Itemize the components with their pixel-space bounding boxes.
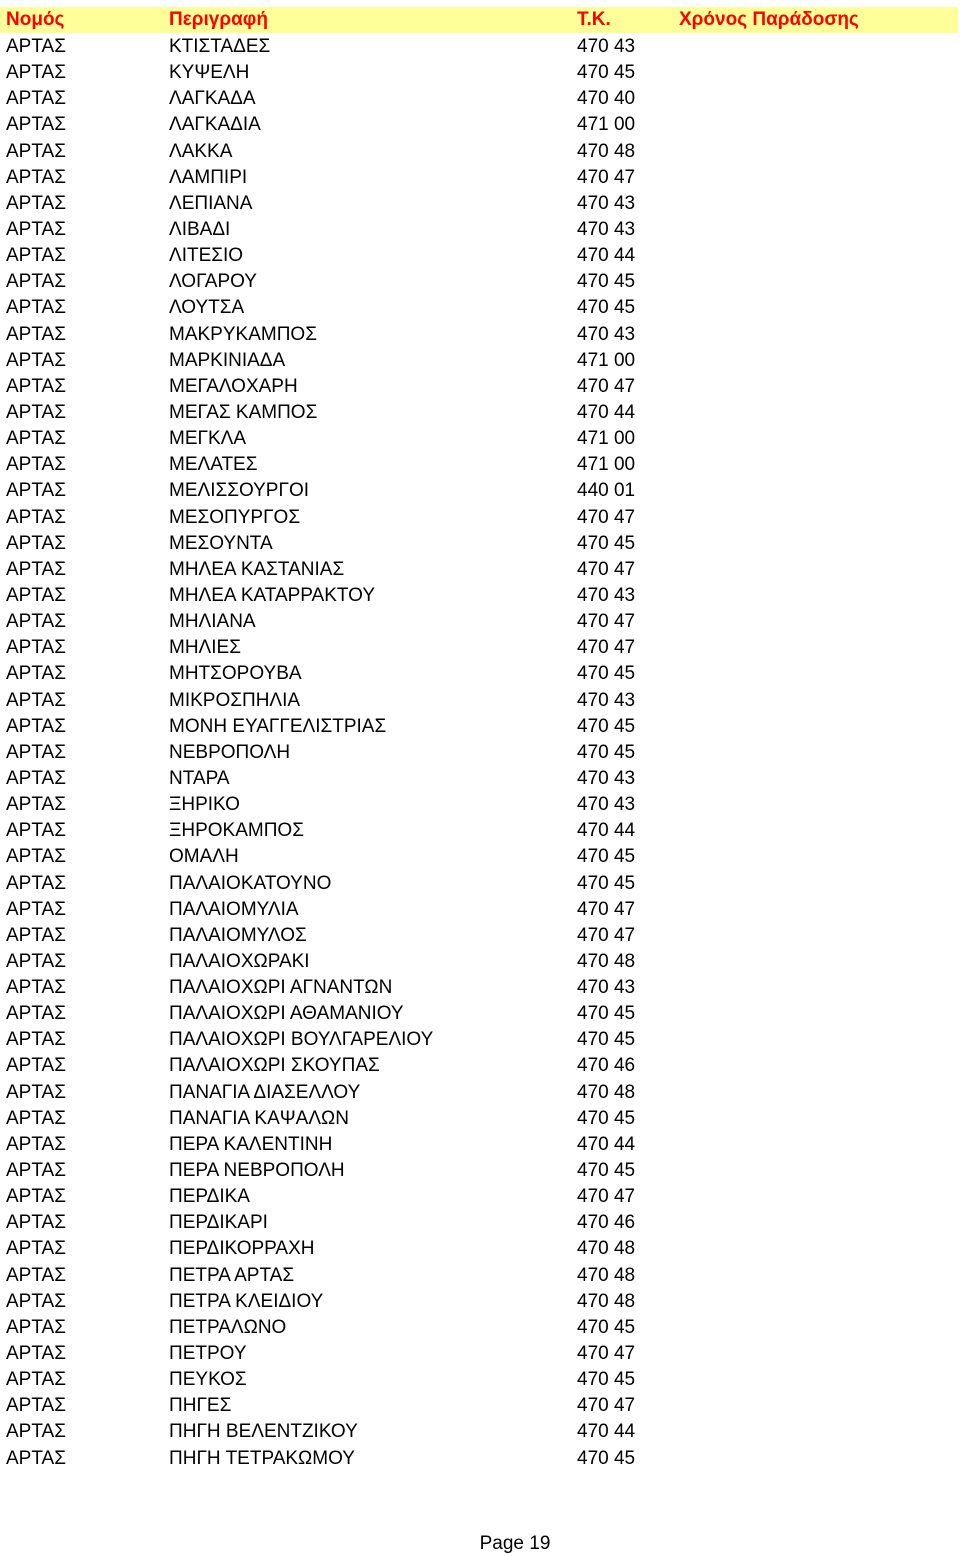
cell-perigrafi: ΠΑΝΑΓΙΑ ΚΑΨΑΛΩΝ: [169, 1107, 349, 1129]
cell-tk: 470 43: [577, 584, 636, 606]
table-row: [0, 818, 960, 844]
cell-tk: 470 47: [577, 375, 636, 397]
table-row: [0, 400, 960, 426]
cell-perigrafi: ΜΕΣΟΠΥΡΓΟΣ: [169, 506, 301, 528]
table-row: [0, 60, 960, 86]
table-row: [0, 975, 960, 1001]
cell-perigrafi: ΞΗΡΟΚΑΜΠΟΣ: [169, 820, 304, 842]
cell-perigrafi: ΜΕΣΟΥΝΤΑ: [169, 532, 273, 554]
cell-perigrafi: ΠΗΓΕΣ: [169, 1395, 232, 1417]
cell-perigrafi: ΟΜΑΛΗ: [169, 846, 239, 868]
cell-perigrafi: ΜΑΚΡΥΚΑΜΠΟΣ: [169, 323, 317, 345]
cell-tk: 470 44: [577, 1421, 636, 1443]
cell-tk: 471 00: [577, 428, 636, 450]
cell-tk: 470 45: [577, 1369, 636, 1391]
table-row: [0, 557, 960, 583]
cell-nomos: ΑΡΤΑΣ: [6, 271, 66, 293]
cell-perigrafi: ΞΗΡΙΚΟ: [169, 794, 240, 816]
table-row: [0, 374, 960, 400]
table-row: [0, 949, 960, 975]
cell-nomos: ΑΡΤΑΣ: [6, 1029, 66, 1051]
table-row: [0, 531, 960, 557]
cell-perigrafi: ΛΟΥΤΣΑ: [169, 297, 245, 319]
cell-tk: 470 48: [577, 1081, 636, 1103]
cell-tk: 470 48: [577, 1238, 636, 1260]
cell-nomos: ΑΡΤΑΣ: [6, 977, 66, 999]
table-row: [0, 426, 960, 452]
table-row: [0, 348, 960, 374]
table-row: [0, 583, 960, 609]
cell-perigrafi: ΛΑΚΚΑ: [169, 140, 233, 162]
table-row: [0, 923, 960, 949]
cell-nomos: ΑΡΤΑΣ: [6, 62, 66, 84]
cell-nomos: ΑΡΤΑΣ: [6, 820, 66, 842]
cell-tk: 470 43: [577, 767, 636, 789]
cell-nomos: ΑΡΤΑΣ: [6, 898, 66, 920]
cell-tk: 470 43: [577, 323, 636, 345]
cell-tk: 470 45: [577, 1003, 636, 1025]
cell-perigrafi: ΛΑΓΚΑΔΙΑ: [169, 114, 261, 136]
cell-tk: 471 00: [577, 114, 636, 136]
cell-tk: 470 47: [577, 558, 636, 580]
cell-nomos: ΑΡΤΑΣ: [6, 741, 66, 763]
cell-perigrafi: ΠΑΛΑΙΟΧΩΡΙ ΑΘΑΜΑΝΙΟΥ: [169, 1003, 404, 1025]
cell-nomos: ΑΡΤΑΣ: [6, 375, 66, 397]
table-row: [0, 1367, 960, 1393]
cell-nomos: ΑΡΤΑΣ: [6, 1186, 66, 1208]
cell-nomos: ΑΡΤΑΣ: [6, 794, 66, 816]
header-tk: Τ.Κ.: [577, 9, 611, 30]
table-row: [0, 871, 960, 897]
cell-nomos: ΑΡΤΑΣ: [6, 1343, 66, 1365]
cell-nomos: ΑΡΤΑΣ: [6, 166, 66, 188]
cell-tk: 470 45: [577, 532, 636, 554]
cell-nomos: ΑΡΤΑΣ: [6, 401, 66, 423]
table-row: [0, 609, 960, 635]
cell-nomos: ΑΡΤΑΣ: [6, 1160, 66, 1182]
cell-perigrafi: ΜΗΤΣΟΡΟΥΒΑ: [169, 663, 302, 685]
cell-tk: 470 43: [577, 218, 636, 240]
cell-perigrafi: ΜΗΛΕΑ ΚΑΣΤΑΝΙΑΣ: [169, 558, 345, 580]
table-row: [0, 897, 960, 923]
cell-tk: 470 47: [577, 924, 636, 946]
cell-perigrafi: ΛΕΠΙΑΝΑ: [169, 192, 253, 214]
table-row: [0, 1106, 960, 1132]
cell-nomos: ΑΡΤΑΣ: [6, 1055, 66, 1077]
cell-perigrafi: ΜΕΛΙΣΣΟΥΡΓΟΙ: [169, 480, 309, 502]
cell-perigrafi: ΠΕΤΡΑ ΚΛΕΙΔΙΟΥ: [169, 1290, 324, 1312]
cell-nomos: ΑΡΤΑΣ: [6, 1421, 66, 1443]
cell-perigrafi: ΠΑΛΑΙΟΧΩΡΑΚΙ: [169, 950, 310, 972]
table-row: [0, 322, 960, 348]
cell-perigrafi: ΠΕΤΡΑ ΑΡΤΑΣ: [169, 1264, 295, 1286]
cell-nomos: ΑΡΤΑΣ: [6, 950, 66, 972]
table-row: [0, 661, 960, 687]
cell-nomos: ΑΡΤΑΣ: [6, 1107, 66, 1129]
cell-nomos: ΑΡΤΑΣ: [6, 297, 66, 319]
table-row: [0, 191, 960, 217]
cell-nomos: ΑΡΤΑΣ: [6, 558, 66, 580]
cell-nomos: ΑΡΤΑΣ: [6, 1238, 66, 1260]
table-row: [0, 452, 960, 478]
cell-nomos: ΑΡΤΑΣ: [6, 1369, 66, 1391]
table-row: [0, 1393, 960, 1419]
cell-perigrafi: ΠΕΡΔΙΚΑΡΙ: [169, 1212, 268, 1234]
cell-tk: 470 45: [577, 271, 636, 293]
header-xronos-paradosis: Χρόνος Παράδοσης: [679, 9, 859, 30]
cell-perigrafi: ΜΙΚΡΟΣΠΗΛΙΑ: [169, 689, 301, 711]
cell-nomos: ΑΡΤΑΣ: [6, 872, 66, 894]
cell-perigrafi: ΜΑΡΚΙΝΙΑΔΑ: [169, 349, 286, 371]
cell-perigrafi: ΛΑΜΠΙΡΙ: [169, 166, 248, 188]
cell-perigrafi: ΝΤΑΡΑ: [169, 767, 230, 789]
cell-nomos: ΑΡΤΑΣ: [6, 36, 66, 57]
cell-tk: 470 45: [577, 1160, 636, 1182]
cell-perigrafi: ΠΕΡΔΙΚΑ: [169, 1186, 250, 1208]
cell-tk: 470 45: [577, 741, 636, 763]
table-row: [0, 139, 960, 165]
cell-nomos: ΑΡΤΑΣ: [6, 114, 66, 136]
cell-tk: 471 00: [577, 349, 636, 371]
table-row: [0, 1158, 960, 1184]
table-row: [0, 1341, 960, 1367]
cell-perigrafi: ΜΟΝΗ ΕΥΑΓΓΕΛΙΣΤΡΙΑΣ: [169, 715, 387, 737]
cell-perigrafi: ΜΕΛΑΤΕΣ: [169, 454, 258, 476]
cell-nomos: ΑΡΤΑΣ: [6, 454, 66, 476]
table-row: [0, 1419, 960, 1445]
table-row: [0, 792, 960, 818]
cell-perigrafi: ΛΙΒΑΔΙ: [169, 218, 231, 240]
cell-perigrafi: ΛΟΓΑΡΟΥ: [169, 271, 257, 293]
cell-nomos: ΑΡΤΑΣ: [6, 611, 66, 633]
cell-tk: 470 45: [577, 872, 636, 894]
table-row: [0, 217, 960, 243]
cell-perigrafi: ΚΤΙΣΤΑΔΕΣ: [169, 36, 271, 57]
table-row: [0, 86, 960, 112]
cell-tk: 470 44: [577, 401, 636, 423]
cell-nomos: ΑΡΤΑΣ: [6, 506, 66, 528]
cell-nomos: ΑΡΤΑΣ: [6, 1081, 66, 1103]
cell-perigrafi: ΠΑΝΑΓΙΑ ΔΙΑΣΕΛΛΟΥ: [169, 1081, 361, 1103]
cell-nomos: ΑΡΤΑΣ: [6, 428, 66, 450]
cell-perigrafi: ΜΗΛΕΑ ΚΑΤΑΡΡΑΚΤΟΥ: [169, 584, 376, 606]
table-row: [0, 1210, 960, 1236]
table-row: [0, 1446, 960, 1472]
cell-nomos: ΑΡΤΑΣ: [6, 1264, 66, 1286]
cell-perigrafi: ΠΑΛΑΙΟΧΩΡΙ ΣΚΟΥΠΑΣ: [169, 1055, 380, 1077]
cell-tk: 470 47: [577, 898, 636, 920]
page-number: Page 19: [479, 1533, 551, 1554]
cell-tk: 470 43: [577, 36, 636, 57]
cell-tk: 470 46: [577, 1212, 636, 1234]
cell-perigrafi: ΠΕΡΑ ΚΑΛΕΝΤΙΝΗ: [169, 1133, 333, 1155]
cell-tk: 471 00: [577, 454, 636, 476]
cell-tk: 470 45: [577, 1316, 636, 1338]
cell-tk: 470 43: [577, 977, 636, 999]
cell-nomos: ΑΡΤΑΣ: [6, 715, 66, 737]
table-body: [0, 34, 960, 1472]
table-row: [0, 1184, 960, 1210]
cell-nomos: ΑΡΤΑΣ: [6, 140, 66, 162]
cell-nomos: ΑΡΤΑΣ: [6, 480, 66, 502]
table-header: [0, 7, 958, 33]
cell-tk: 470 44: [577, 820, 636, 842]
cell-tk: 470 43: [577, 192, 636, 214]
cell-tk: 470 45: [577, 715, 636, 737]
cell-tk: 470 48: [577, 1290, 636, 1312]
cell-nomos: ΑΡΤΑΣ: [6, 88, 66, 110]
cell-perigrafi: ΠΑΛΑΙΟΚΑΤΟΥΝΟ: [169, 872, 332, 894]
cell-nomos: ΑΡΤΑΣ: [6, 689, 66, 711]
table-row: [0, 505, 960, 531]
cell-perigrafi: ΜΕΓΚΛΑ: [169, 428, 247, 450]
cell-nomos: ΑΡΤΑΣ: [6, 1290, 66, 1312]
table-row: [0, 766, 960, 792]
cell-tk: 470 44: [577, 1133, 636, 1155]
cell-tk: 470 47: [577, 637, 636, 659]
cell-tk: 470 45: [577, 663, 636, 685]
cell-tk: 470 47: [577, 506, 636, 528]
cell-perigrafi: ΛΙΤΕΣΙΟ: [169, 245, 244, 267]
table-row: [0, 1027, 960, 1053]
cell-tk: 470 48: [577, 1264, 636, 1286]
cell-tk: 470 43: [577, 794, 636, 816]
cell-nomos: ΑΡΤΑΣ: [6, 349, 66, 371]
table-row: [0, 165, 960, 191]
cell-perigrafi: ΝΕΒΡΟΠΟΛΗ: [169, 741, 291, 763]
cell-perigrafi: ΜΗΛΙΑΝΑ: [169, 611, 256, 633]
cell-tk: 470 47: [577, 1395, 636, 1417]
cell-perigrafi: ΠΕΡΑ ΝΕΒΡΟΠΟΛΗ: [169, 1160, 345, 1182]
header-perigrafi: Περιγραφή: [169, 9, 268, 30]
table-row: [0, 1315, 960, 1341]
cell-nomos: ΑΡΤΑΣ: [6, 245, 66, 267]
cell-tk: 470 47: [577, 1343, 636, 1365]
cell-perigrafi: ΠΑΛΑΙΟΧΩΡΙ ΑΓΝΑΝΤΩΝ: [169, 977, 393, 999]
table-row: [0, 295, 960, 321]
table-row: [0, 112, 960, 138]
table-row: [0, 1053, 960, 1079]
cell-perigrafi: ΠΕΥΚΟΣ: [169, 1369, 247, 1391]
table-row: [0, 635, 960, 661]
cell-tk: 470 45: [577, 846, 636, 868]
cell-tk: 470 40: [577, 88, 636, 110]
table-row: [0, 1080, 960, 1106]
cell-nomos: ΑΡΤΑΣ: [6, 532, 66, 554]
cell-perigrafi: ΜΕΓΑΣ ΚΑΜΠΟΣ: [169, 401, 318, 423]
cell-perigrafi: ΠΑΛΑΙΟΧΩΡΙ ΒΟΥΛΓΑΡΕΛΙΟΥ: [169, 1029, 434, 1051]
cell-nomos: ΑΡΤΑΣ: [6, 1316, 66, 1338]
cell-tk: 470 48: [577, 140, 636, 162]
cell-nomos: ΑΡΤΑΣ: [6, 1395, 66, 1417]
cell-tk: 440 01: [577, 480, 636, 502]
cell-tk: 470 45: [577, 297, 636, 319]
cell-nomos: ΑΡΤΑΣ: [6, 1212, 66, 1234]
cell-tk: 470 47: [577, 611, 636, 633]
header-nomos: Νομός: [6, 9, 65, 30]
cell-perigrafi: ΠΕΡΔΙΚΟΡΡΑΧΗ: [169, 1238, 315, 1260]
cell-perigrafi: ΚΥΨΕΛΗ: [169, 62, 250, 84]
table-row: [0, 688, 960, 714]
cell-perigrafi: ΠΗΓΗ ΒΕΛΕΝΤΖΙΚΟΥ: [169, 1421, 358, 1443]
cell-nomos: ΑΡΤΑΣ: [6, 924, 66, 946]
table-row: [0, 740, 960, 766]
table-row: [0, 1236, 960, 1262]
cell-perigrafi: ΠΑΛΑΙΟΜΥΛΙΑ: [169, 898, 299, 920]
cell-nomos: ΑΡΤΑΣ: [6, 767, 66, 789]
cell-nomos: ΑΡΤΑΣ: [6, 1133, 66, 1155]
table-row: [0, 1263, 960, 1289]
cell-nomos: ΑΡΤΑΣ: [6, 663, 66, 685]
cell-tk: 470 48: [577, 950, 636, 972]
cell-tk: 470 45: [577, 1029, 636, 1051]
cell-tk: 470 44: [577, 245, 636, 267]
table-row: [0, 34, 960, 60]
table-row: [0, 269, 960, 295]
cell-tk: 470 45: [577, 1107, 636, 1129]
cell-tk: 470 45: [577, 1447, 636, 1469]
cell-perigrafi: ΠΗΓΗ ΤΕΤΡΑΚΩΜΟΥ: [169, 1447, 355, 1469]
table-row: [0, 844, 960, 870]
cell-perigrafi: ΜΕΓΑΛΟΧΑΡΗ: [169, 375, 298, 397]
cell-perigrafi: ΠΕΤΡΟΥ: [169, 1343, 247, 1365]
table-row: [0, 1001, 960, 1027]
cell-nomos: ΑΡΤΑΣ: [6, 218, 66, 240]
cell-perigrafi: ΠΑΛΑΙΟΜΥΛΟΣ: [169, 924, 307, 946]
table-row: [0, 1132, 960, 1158]
table-row: [0, 478, 960, 504]
cell-tk: 470 47: [577, 166, 636, 188]
cell-nomos: ΑΡΤΑΣ: [6, 637, 66, 659]
cell-nomos: ΑΡΤΑΣ: [6, 192, 66, 214]
cell-nomos: ΑΡΤΑΣ: [6, 323, 66, 345]
cell-tk: 470 47: [577, 1186, 636, 1208]
cell-nomos: ΑΡΤΑΣ: [6, 584, 66, 606]
cell-tk: 470 46: [577, 1055, 636, 1077]
cell-tk: 470 45: [577, 62, 636, 84]
cell-nomos: ΑΡΤΑΣ: [6, 1003, 66, 1025]
table-row: [0, 243, 960, 269]
cell-nomos: ΑΡΤΑΣ: [6, 846, 66, 868]
cell-tk: 470 43: [577, 689, 636, 711]
table-row: [0, 1289, 960, 1315]
cell-nomos: ΑΡΤΑΣ: [6, 1447, 66, 1469]
cell-perigrafi: ΠΕΤΡΑΛΩΝΟ: [169, 1316, 287, 1338]
cell-perigrafi: ΜΗΛΙΕΣ: [169, 637, 241, 659]
cell-perigrafi: ΛΑΓΚΑΔΑ: [169, 88, 256, 110]
table-row: [0, 714, 960, 740]
